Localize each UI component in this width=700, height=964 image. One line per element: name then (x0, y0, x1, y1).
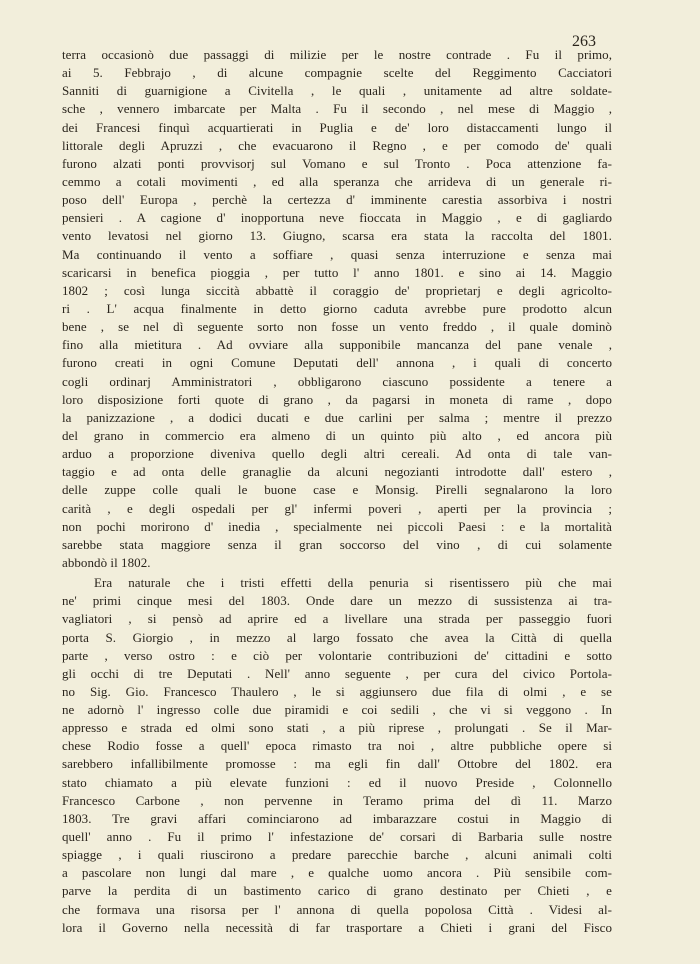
text-line: che formava una risorsa per l' annona di quella popolosa Città . Videsi al- (62, 901, 612, 917)
text-line: Francesco Carbone , non pervenne in Teramo prima del dì 11. Marzo (62, 792, 612, 808)
text-line: littorale degli Apruzzi , che evacuarono il Regno , e per comodo de' quali (62, 137, 612, 153)
text-line: loro disposizione forti quote di grano , da pagarsi in moneta di rame , dopo (62, 391, 612, 407)
page-number: 263 (572, 33, 596, 50)
text-line: vento levatosi nel giorno 13. Giugno, scarsa era stata la raccolta del 1801. (62, 228, 612, 244)
text-line: ne' primi cinque mesi del 1803. Onde dare un mezzo di sussistenza ai tra- (62, 593, 612, 609)
text-line: terra occasionò due passaggi di milizie per le nostre contrade . Fu il primo, (62, 47, 612, 62)
text-line: chese Rodio fosse a quell' epoca rimasto tra noi , altre pubbliche opere si (62, 738, 612, 754)
text-line: furono alzati ponti provvisorj sul Vomano e sul Tronto . Poca attenzione fa- (62, 155, 612, 171)
text-line: spiagge , i quali riuscirono a predare parecchie barche , alcuni animali colti (62, 847, 612, 863)
text-line: del grano in commercio era almeno di un quinto più alto , ed ancora più (62, 427, 612, 443)
text-line: sarebbe stata maggiore senza il gran soccorso del vino , di cui solamente (62, 536, 612, 552)
text-line: fino alla mietitura . Ad ovviare alla supponibile mancanza del pane venale , (62, 337, 612, 353)
text-line: quell' anno . Fu il primo l' infestazione de' corsari di Barbaria sulle nostre (62, 829, 612, 845)
text-line: 1802 ; così lunga siccità abbattè il coraggio de' proprietarj e degli agricolto- (62, 282, 612, 298)
paragraph-start-line: Era naturale che i tristi effetti della penuria si risentissero più che mai (94, 575, 612, 591)
text-line: vagliatori , si pensò ad aprire ed a livellare una strada per passeggio fuori (62, 611, 612, 627)
text-line: sche , vennero imbarcate per Malta . Fu il secondo , nel mese di Maggio , (62, 101, 612, 117)
text-line: lora il Governo nella necessità di far trasportare a Chieti i grani del Fisco (62, 919, 612, 935)
paragraph-end-line: abbondò il 1802. (62, 554, 151, 570)
text-line: non pochi morirono d' inedia , specialmente nei piccoli Paesi : e la mortalità (62, 518, 612, 534)
body-text (62, 46, 612, 937)
text-line: poso dell' Europa , perchè la certezza d' imminente carestia assorbiva i nostri (62, 192, 612, 208)
text-line: stato chiamato a più elevate funzioni : ed il nuovo Preside , Colonnello (62, 774, 612, 790)
text-line: a pascolare non lungi dal mare , e qualche uomo ancora . Più sensibile com- (62, 865, 612, 881)
text-line: appresso e strada ed olmi sono stati , a più riprese , prolungati . Se il Mar- (62, 720, 612, 736)
text-line: la panizzazione , a dodici ducati e due carlini per salma ; mentre il prezzo (62, 409, 612, 425)
text-line: scaricarsi in benefica pioggia , per tutto l' anno 1801. e sino ai 14. Maggio (62, 264, 612, 280)
text-line: carità , e degli ospedali per gl' infermi poveri , aperti per la provincia ; (62, 500, 612, 516)
text-line: 1803. Tre gravi affari cominciarono ad imbarazzare costui in Maggio di (62, 810, 612, 826)
text-line: delle zuppe colle quali le buone case e Monsig. Pirelli segnalarono la loro (62, 482, 612, 498)
text-line: cogli ordinarj Amministratori , obbligarono ciascuno possidente a tenere a (62, 373, 612, 389)
text-line: ne adornò l' ingresso colle due piramidi e coi sedili , che vi si veggono . In (62, 702, 612, 718)
text-line: bene , se nel dì seguente sorto non fosse un vento freddo , il quale dominò (62, 319, 612, 335)
text-line: no Sig. Gio. Francesco Thaulero , le si aggiunsero due fila di olmi , e se (62, 683, 612, 699)
text-line: pensieri . A cagione d' inopportuna neve fioccata in Maggio , e di gagliardo (62, 210, 612, 226)
text-line: gli occhi di tre Deputati . Nell' anno seguente , per cura del civico Portola- (62, 665, 612, 681)
text-line: parve la perdita di un bastimento carico di grano destinato per Chieti , e (62, 883, 612, 899)
text-line: Sanniti di guarnigione a Civitella , le quali , unitamente ad altre soldate- (62, 83, 612, 99)
text-line: sarebbero infallibilmente promosse : ma egli fin dall' Ottobre del 1802. era (62, 756, 612, 772)
text-line: porta S. Giorgio , in mezzo al largo fossato che avea la Città di quella (62, 629, 612, 645)
text-line: ri . L' acqua finalmente in detto giorno caduta avrebbe pure prodotto alcun (62, 300, 612, 316)
text-line: parte , verso ostro : e ciò per volontarie contribuzioni de' cittadini e sotto (62, 647, 612, 663)
text-line: dei Francesi finquì acquartierati in Puglia e de' loro distaccamenti lungo il (62, 119, 612, 135)
text-line: cemmo a cotali movimenti , ed alla speranza che arrideva di un generale ri- (62, 173, 612, 189)
text-line: ai 5. Febbrajo , di alcune compagnie scelte del Reggimento Cacciatori (62, 65, 612, 81)
text-line: taggio e ad onta delle granaglie da alcuni negozianti introdotte dall' estero , (62, 464, 612, 480)
text-line: arduo a proporzione diveniva quello degli altri cereali. Ad onta di tale van- (62, 446, 612, 462)
text-line: Ma continuando il vento a soffiare , quasi senza interruzione e senza mai (62, 246, 612, 262)
text-line: furono creati in ogni Comune Deputati dell' annona , i quali di concerto (62, 355, 612, 371)
